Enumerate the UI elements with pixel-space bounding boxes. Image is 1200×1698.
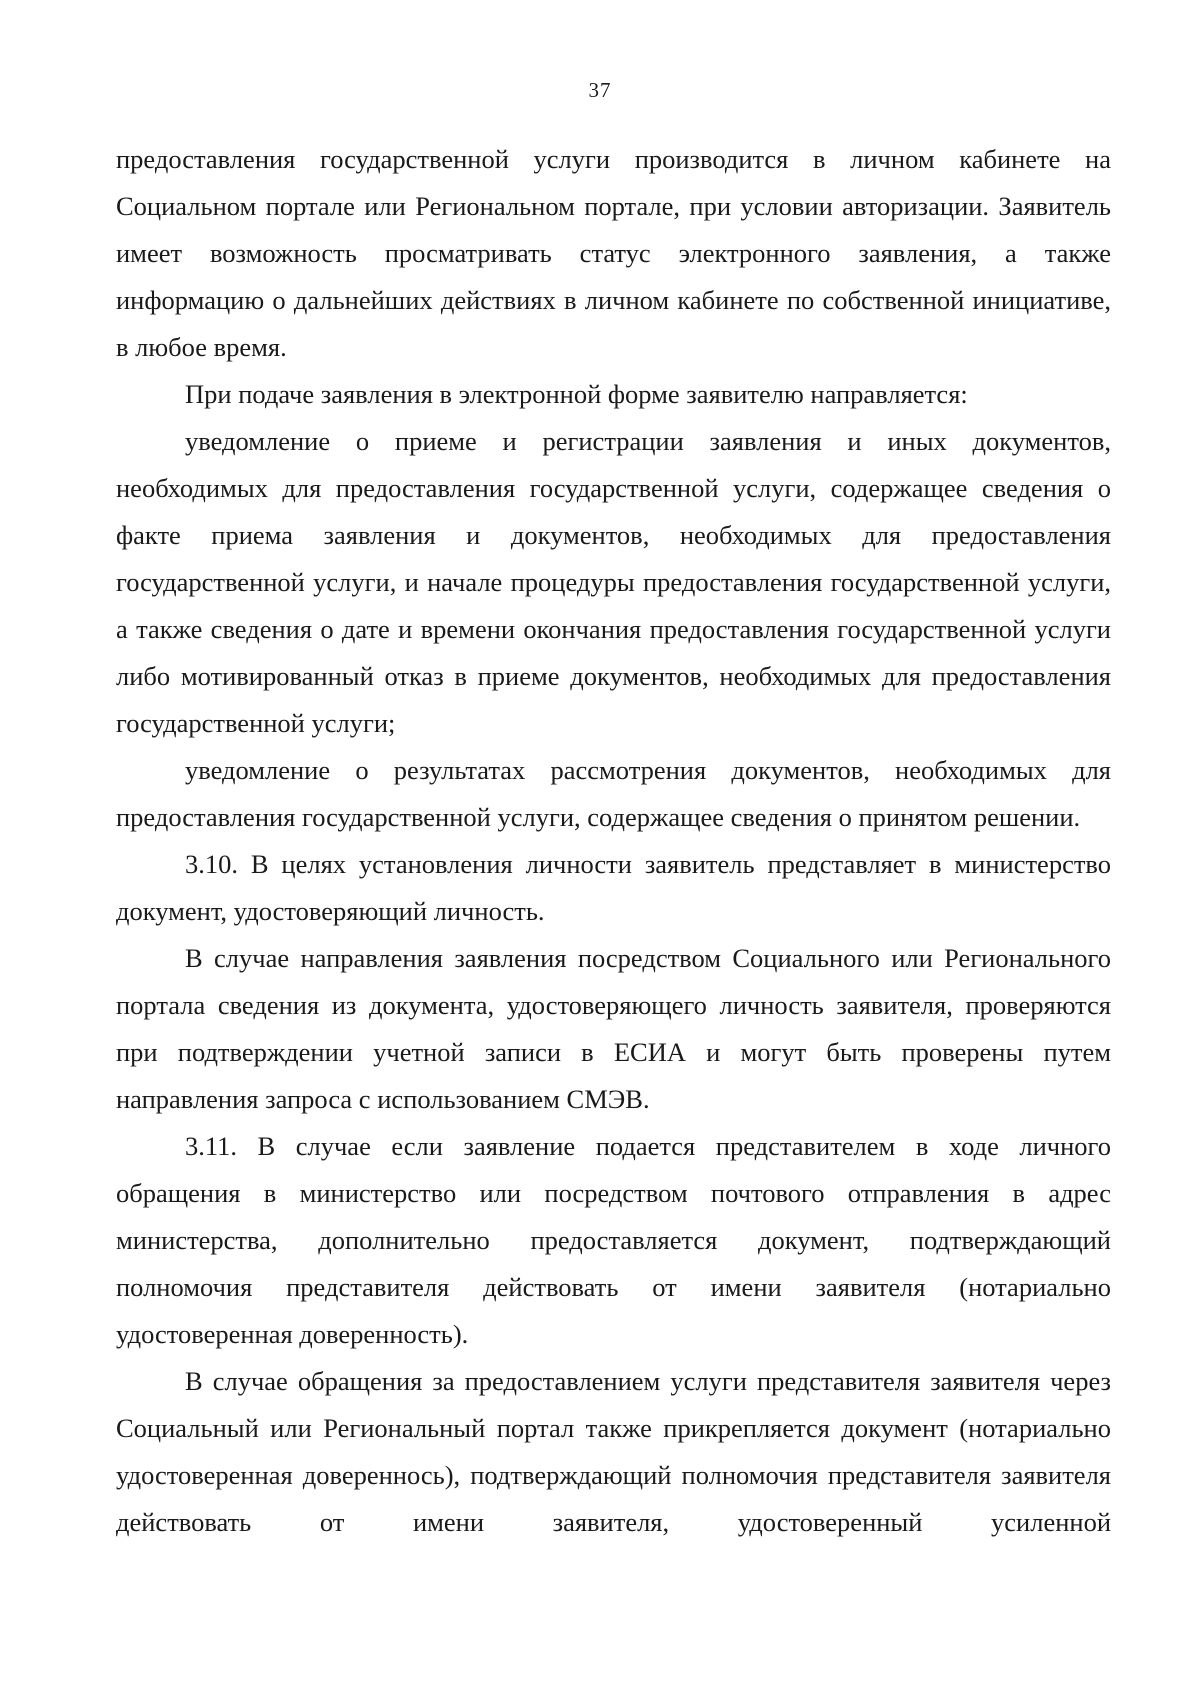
document-body — [116, 136, 1111, 1546]
paragraph-representative-portal: В случае обращения за предоставлением услуги представителя заявителя через Социальный или Региональный портал также прикрепляется документ (нотариально удостоверенная довереннось), подтверждающий полномочия представителя заявителя действовать от имени заявителя, удостоверенный усиленной — [116, 1366, 1111, 1537]
paragraph-3-11: 3.11. В случае если заявление подается представителем в ходе личного обращения в министерство или посредством почтового отправления в адрес министерства, дополнительно предоставляется документ, подтверждающий полномочия представителя действовать от имени заявителя (нотариально удостоверенная доверенность). — [116, 1131, 1111, 1349]
paragraph-notification-receipt: уведомление о приеме и регистрации заявления и иных документов, необходимых для предоставления государственной услуги, содержащее сведения о факте приема заявления и документов, необходимых для предоставления государственной услуги, и начале процедуры предоставления государственной услуги, а также сведения о дате и времени окончания предоставления государственной услуги либо мотивированный отказ в приеме документов, необходимых для предоставления государственной услуги; — [116, 426, 1111, 738]
page-number: 37 — [588, 78, 612, 102]
paragraph-continuation: предоставления государственной услуги производится в личном кабинете на Социальном портале или Региональном портале, при условии авторизации. Заявитель имеет возможность просматривать статус электронного заявления, а также информацию о дальнейших действиях в личном кабинете по собственной инициативе, в любое время. — [116, 144, 1111, 362]
paragraph-portal-verification: В случае направления заявления посредством Социального или Регионального портала сведения из документа, удостоверяющего личность заявителя, проверяются при подтверждении учетной записи в ЕСИА и могут быть проверены путем направления запроса с использованием СМЭВ. — [116, 943, 1111, 1114]
paragraph-notification-results: уведомление о результатах рассмотрения документов, необходимых для предоставления государственной услуги, содержащее сведения о принятом решении. — [116, 755, 1111, 832]
paragraph-3-10: 3.10. В целях установления личности заявитель представляет в министерство документ, удостоверяющий личность. — [116, 849, 1111, 926]
paragraph-electronic-submission: При подаче заявления в электронной форме заявителю направляется: — [185, 379, 968, 409]
